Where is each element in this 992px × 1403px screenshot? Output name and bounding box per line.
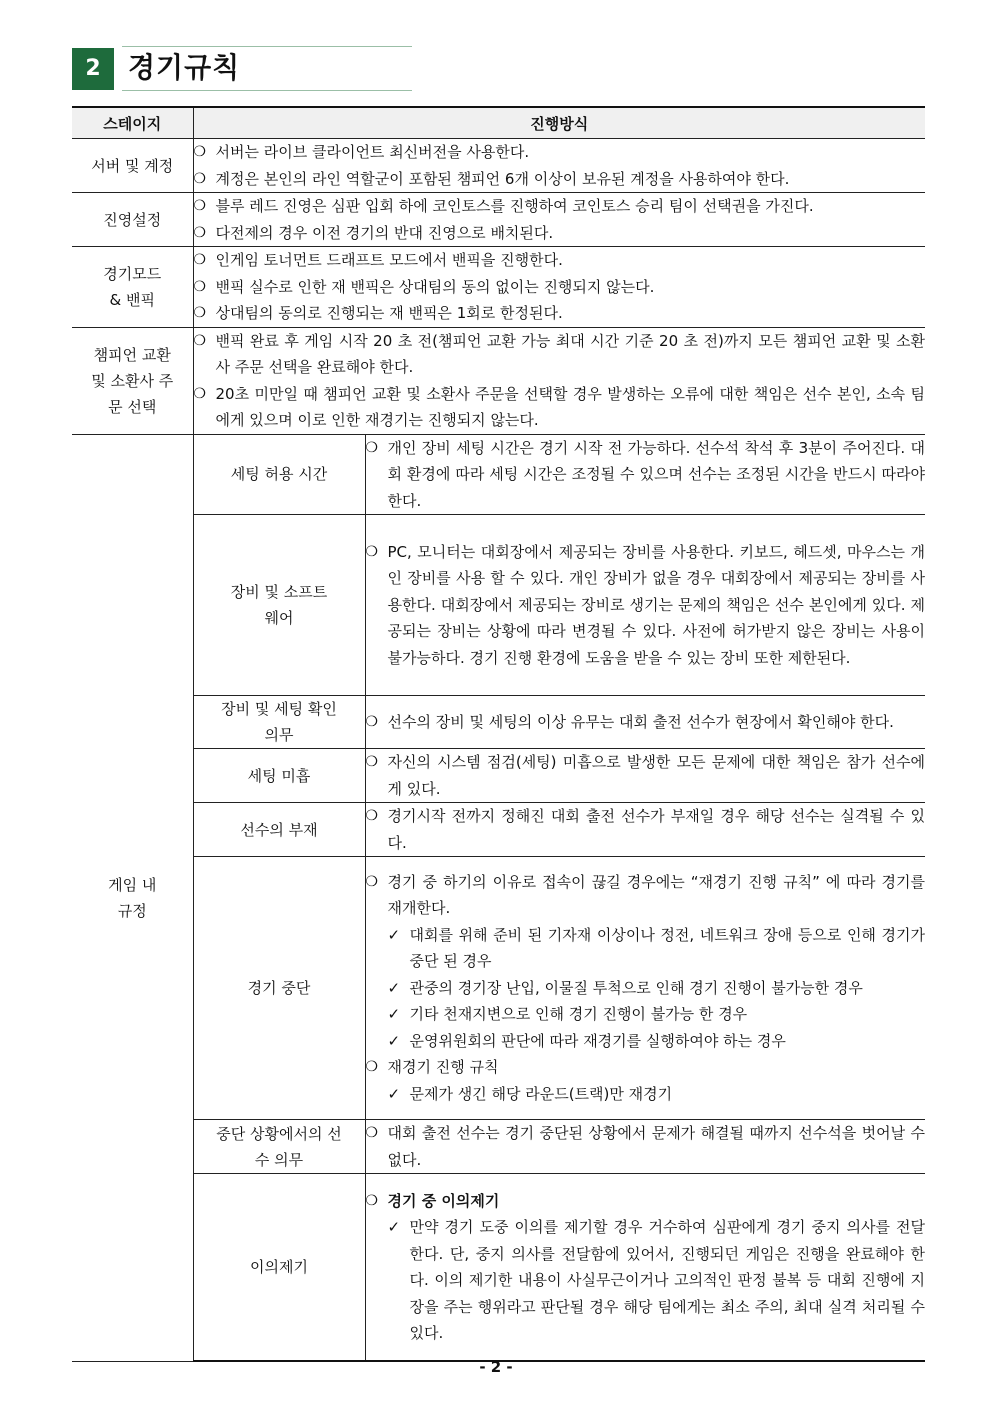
rule-text: 상대팀의 동의로 진행되는 재 밴픽은 1회로 한정된다. [215,304,563,322]
rule-text: 개인 장비 세팅 시간은 경기 시작 전 가능하다. 선수석 착석 후 3분이 주어진다. 대회 환경에 따라 세팅 시간은 조정될 수 있으며 선수는 조정된 시간을 반드시 따라야 한다. [387,438,925,510]
bullet-icon: ❍ [365,754,379,770]
bullet-icon: ❍ [365,1192,379,1209]
bullet-icon: ❍ [193,332,207,349]
header-rule-bottom [122,90,412,91]
rule-text: 다전제의 경우 이전 경기의 반대 진영으로 배치된다. [215,223,554,242]
bullet-icon: ❍ [193,252,207,268]
rule-text: 선수의 장비 및 세팅의 이상 유무는 대회 출전 선수가 현장에서 확인해야 한다. [387,712,894,731]
bullet-icon: ❍ [193,198,207,214]
check-text: 관중의 경기장 난입, 이물질 투척으로 인해 경기 진행이 불가능한 경우 [409,978,863,997]
rule-text: 경기 중 하기의 이유로 접속이 끊길 경우에는 “재경기 진행 규칙” 에 따라 경기를 재개한다. [387,872,925,918]
check-icon: ✓ [387,1218,401,1236]
table-row [72,1120,925,1174]
table-row [72,696,925,749]
sub-stage-cell: 세팅 미흡 [193,749,365,803]
table-row [72,749,925,803]
sub-stage-cell: 경기 중단 [193,857,365,1120]
stage-cell: 경기모드 & 밴픽 [72,247,193,328]
table-row [72,434,925,515]
stage-cell: 서버 및 계정 [72,139,193,193]
bullet-icon: ❍ [365,543,379,560]
sub-stage-cell: 중단 상황에서의 선수 의무 [193,1120,365,1174]
rule-text: 경기 중 이의제기 [387,1191,500,1210]
check-icon: ✓ [387,925,401,944]
bullet-icon: ❍ [193,144,207,160]
rule-text: 20초 미만일 때 챔피언 교환 및 소환사 주문을 선택할 경우 발생하는 오류에 대한 책임은 선수 본인, 소속 팀에게 있으며 이로 인한 재경기는 진행되지 않는다. [215,384,925,429]
table-row [72,857,925,1120]
check-icon: ✓ [387,978,401,997]
table-row [72,193,925,247]
rule-text: 대회 출전 선수는 경기 중단된 상황에서 문제가 해결될 때까지 선수석을 벗어날 수 없다. [387,1124,925,1169]
stage-cell: 챔피언 교환 및 소환사 주문 선택 [72,327,193,434]
rule-text: 경기시작 전까지 정해진 대회 출전 선수가 부재일 경우 해당 선수는 실격될 수 있다. [387,807,925,852]
rule-text: 밴픽 완료 후 게임 시작 20 초 전(챔피언 교환 가능 최대 시간 기준 20 초 전)까지 모든 챔피언 교환 및 소환사 주문 선택을 완료해야 한다. [215,331,925,376]
check-icon: ✓ [387,1031,401,1050]
rules-table [72,106,925,1362]
bullet-icon: ❍ [193,278,207,295]
bullet-icon: ❍ [365,808,379,824]
table-row [72,139,925,193]
check-icon: ✓ [387,1005,401,1024]
section-title: 경기규칙 [128,51,241,84]
page-number: - 2 - [479,1358,513,1376]
sub-stage-cell: 장비 및 세팅 확인 의무 [193,696,365,749]
header-stage: 스테이지 [72,107,193,139]
bullet-icon: ❍ [365,713,379,730]
table-row [72,247,925,328]
table-row [72,515,925,696]
check-icon: ✓ [387,1084,401,1103]
header-method: 진행방식 [193,107,925,139]
sub-stage-cell: 이의제기 [193,1174,365,1362]
table-row [72,803,925,857]
rule-text: 서버는 라이브 클라이언트 최신버전을 사용한다. [215,143,530,161]
section-header [72,44,412,92]
sub-stage-cell: 세팅 허용 시간 [193,434,365,515]
table-row [72,327,925,434]
bullet-icon: ❍ [193,305,207,321]
check-text: 대회를 위해 준비 된 기자재 이상이나 정전, 네트워크 장애 등으로 인해 경기가 중단 된 경우 [409,925,925,971]
table-header-row [72,107,925,139]
bullet-icon: ❍ [365,1125,379,1141]
check-text: 만약 경기 도중 이의를 제기할 경우 거수하여 심판에게 경기 중지 의사를 전달한다. 단, 중지 의사를 전달함에 있어서, 진행되던 게임은 진행을 완료해야 한다. 이의 제기한 내용이 사실무근이거나 고의적인 판정 불복 등 대회 진행에 지장을 주는 행위라고 판단될 경우 해당 팀에게는 최소 주의, 최대 실격 처리될 수 있다. [409,1218,925,1342]
rule-text: 재경기 진행 규칙 [387,1058,499,1077]
rule-text: PC, 모니터는 대회장에서 제공되는 장비를 사용한다. 키보드, 헤드셋, 마우스는 개인 장비를 사용 할 수 있다. 개인 장비가 없을 경우 대회장에서 제공되는 장비를 사용한다. 대회장에서 제공되는 장비로 생기는 문제의 책임은 선수 본인에게 있다. 제공되는 장비는 상황에 따라 변경될 수 있다. 사전에 허가받지 않은 장비는 사용이 불가능하다. 경기 진행 환경에 도움을 받을 수 있는 장비 또한 제한된다. [387,542,925,667]
rule-text: 계정은 본인의 라인 역할군이 포함된 챔피언 6개 이상이 보유된 계정을 사용하여야 한다. [215,169,790,188]
section-number: 2 [72,48,114,90]
sub-stage-cell: 선수의 부재 [193,803,365,857]
sub-stage-cell: 장비 및 소프트웨어 [193,515,365,696]
bullet-icon: ❍ [193,224,207,241]
bullet-icon: ❍ [365,439,379,456]
check-text: 운영위원회의 판단에 따라 재경기를 실행하여야 하는 경우 [409,1031,786,1050]
check-text: 문제가 생긴 해당 라운드(트랙)만 재경기 [409,1084,673,1103]
bullet-icon: ❍ [193,385,207,402]
bullet-icon: ❍ [193,170,207,187]
rule-text: 밴픽 실수로 인한 재 밴픽은 상대팀의 동의 없이는 진행되지 않는다. [215,277,655,296]
bullet-icon: ❍ [365,873,379,890]
stage-cell: 진영설정 [72,193,193,247]
table-row [72,1174,925,1362]
rule-text: 인게임 토너먼트 드래프트 모드에서 밴픽을 진행한다. [215,251,563,269]
bullet-icon: ❍ [365,1059,379,1076]
stage-cell: 게임 내 규정 [72,434,193,1361]
check-text: 기타 천재지변으로 인해 경기 진행이 불가능 한 경우 [409,1005,748,1024]
rule-text: 자신의 시스템 점검(세팅) 미흡으로 발생한 모든 문제에 대한 책임은 참가 선수에게 있다. [387,753,925,798]
rule-text: 블루 레드 진영은 심판 입회 하에 코인토스를 진행하여 코인토스 승리 팀이 선택권을 가진다. [215,197,814,215]
